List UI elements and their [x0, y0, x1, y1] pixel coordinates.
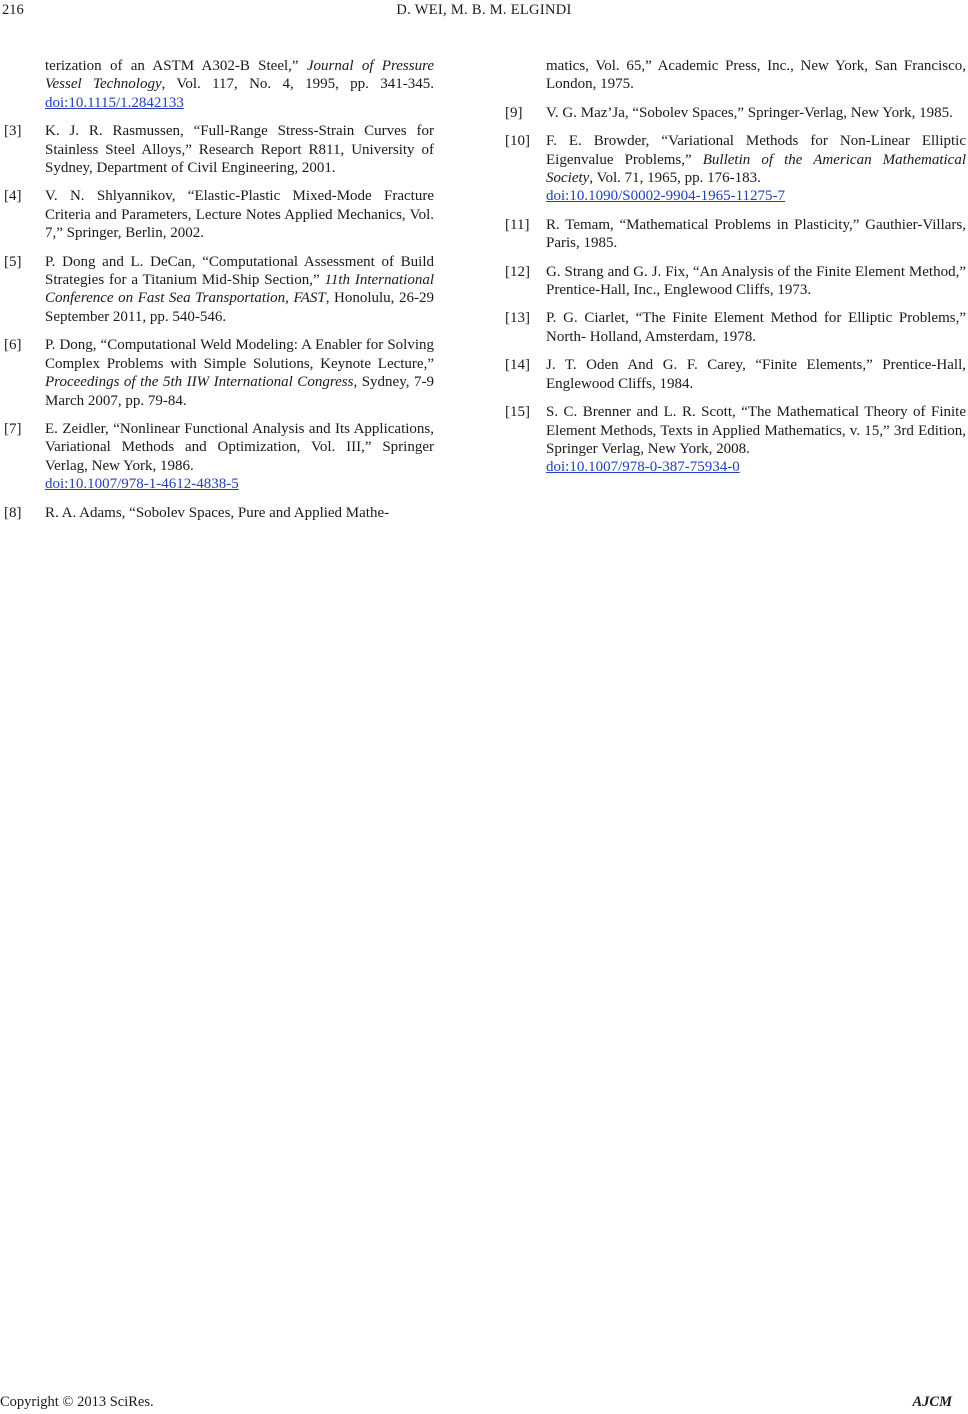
- reference-number: [13]: [505, 310, 530, 327]
- reference-number: [4]: [4, 188, 22, 205]
- reference-venue: Bulletin of the American Mathematical Society: [546, 151, 966, 187]
- reference-continuation: [4, 57, 434, 112]
- reference-text: [546, 132, 966, 206]
- reference-text: R. A. Adams, “Sobolev Spaces, Pure and Applied Mathe-: [45, 504, 390, 521]
- reference-authors-title: F. E. Browder, “Variational Methods for Non-Linear Elliptic Eigenvalue Problems,”: [546, 133, 966, 168]
- reference-continuation: matics, Vol. 65,” Academic Press, Inc., New York, San Francisco, London, 1975.: [546, 58, 966, 93]
- reference-number: [14]: [505, 357, 530, 374]
- reference-authors-title: P. Dong, “Computational Weld Modeling: A Enabler for Solving Complex Problems with Simple Solutions, Keynote Lecture,”: [45, 337, 434, 372]
- reference-number: [10]: [505, 133, 530, 150]
- reference-text: V. N. Shlyannikov, “Elastic-Plastic Mixed-Mode Fracture Criteria and Parameters, Lecture Notes Applied Mechanics, Vol. 7,” Springer, Berlin, 2002.: [45, 188, 434, 242]
- reference-text: [546, 403, 966, 477]
- running-title: D. WEI, M. B. M. ELGINDI: [396, 2, 572, 18]
- reference-text: [45, 253, 434, 327]
- right-column: [505, 57, 966, 487]
- doi-link[interactable]: doi:10.1090/S0002-9904-1965-11275-7: [546, 188, 786, 205]
- reference-text: [45, 336, 434, 410]
- reference-9: [505, 104, 966, 122]
- reference-number: [3]: [4, 123, 22, 140]
- continuation-text: terization of an ASTM A302-B Steel,”: [45, 58, 307, 74]
- reference-number: [12]: [505, 263, 530, 280]
- reference-details: , Honolulu, 26-29 September 2011, pp. 540-546.: [45, 290, 434, 325]
- left-column: [4, 57, 434, 532]
- reference-number: [5]: [4, 253, 22, 270]
- reference-text: R. Temam, “Mathematical Problems in Plasticity,” Gauthier-Villars, Paris, 1985.: [546, 216, 966, 252]
- reference-text: P. G. Ciarlet, “The Finite Element Method for Elliptic Problems,” North- Holland, Amsterdam, 1978.: [546, 310, 966, 345]
- reference-number: [11]: [505, 216, 530, 233]
- reference-number: [8]: [4, 504, 22, 521]
- reference-3: [4, 122, 434, 177]
- doi-link[interactable]: doi:10.1007/978-0-387-75934-0: [546, 459, 740, 476]
- reference-text: K. J. R. Rasmussen, “Full-Range Stress-Strain Curves for Stainless Steel Alloys,” Research Report R811, University of Sydney, Department of Civil Engineering, 2001.: [45, 123, 434, 177]
- reference-citation: S. C. Brenner and L. R. Scott, “The Mathematical Theory of Finite Element Methods, Texts in Applied Mathematics, v. 15,” 3rd Edition, Springer Verlag, New York, 2008.: [546, 404, 966, 457]
- reference-10: [505, 132, 966, 206]
- reference-citation: E. Zeidler, “Nonlinear Functional Analysis and Its Applications, Variational Methods and Optimization, Vol. III,” Springer Verlag, New York, 1986.: [45, 420, 434, 474]
- reference-12: [505, 263, 966, 300]
- doi-link[interactable]: doi:10.1007/978-1-4612-4838-5: [45, 476, 239, 493]
- reference-authors-title: P. Dong and L. DeCan, “Computational Assessment of Build Strategies for a Titanium Mid-Ship Section,”: [45, 253, 434, 289]
- reference-8: [4, 504, 434, 522]
- reference-14: [505, 356, 966, 393]
- doi-link[interactable]: doi:10.1115/1.2842133: [45, 94, 184, 111]
- reference-6: [4, 336, 434, 410]
- continuation-journal: Journal of Pressure Vessel Technology: [45, 58, 435, 93]
- reference-number: [15]: [505, 404, 530, 421]
- page-number: 216: [2, 2, 24, 18]
- reference-4: [4, 187, 434, 242]
- reference-7: [4, 420, 434, 494]
- reference-venue: Proceedings of the 5th IIW International Congress: [45, 374, 354, 391]
- reference-number: [6]: [4, 337, 22, 354]
- reference-text: [45, 420, 434, 494]
- reference-details: , Vol. 71, 1965, pp. 176-183.: [589, 170, 761, 187]
- reference-11: [505, 216, 966, 253]
- reference-text: G. Strang and G. J. Fix, “An Analysis of the Finite Element Method,” Prentice-Hall, Inc., Englewood Cliffs, 1973.: [546, 263, 966, 299]
- reference-venue: 11th International Conference on Fast Sea Transportation, FAST: [45, 272, 434, 307]
- journal-abbreviation: AJCM: [912, 1394, 952, 1410]
- reference-number: [9]: [505, 104, 523, 121]
- reference-number: [7]: [4, 420, 22, 437]
- reference-5: [4, 253, 434, 327]
- copyright-notice: Copyright © 2013 SciRes.: [0, 1394, 154, 1410]
- reference-13: [505, 309, 966, 346]
- reference-text: J. T. Oden And G. F. Carey, “Finite Elements,” Prentice-Hall, Englewood Cliffs, 1984.: [546, 357, 966, 392]
- continuation-details: , Vol. 117, No. 4, 1995, pp. 341-345.: [161, 76, 434, 93]
- reference-15: [505, 403, 966, 477]
- reference-details: , Sydney, 7-9 March 2007, pp. 79-84.: [45, 374, 434, 409]
- reference-text: V. G. Maz’Ja, “Sobolev Spaces,” Springer-Verlag, New York, 1985.: [546, 104, 953, 121]
